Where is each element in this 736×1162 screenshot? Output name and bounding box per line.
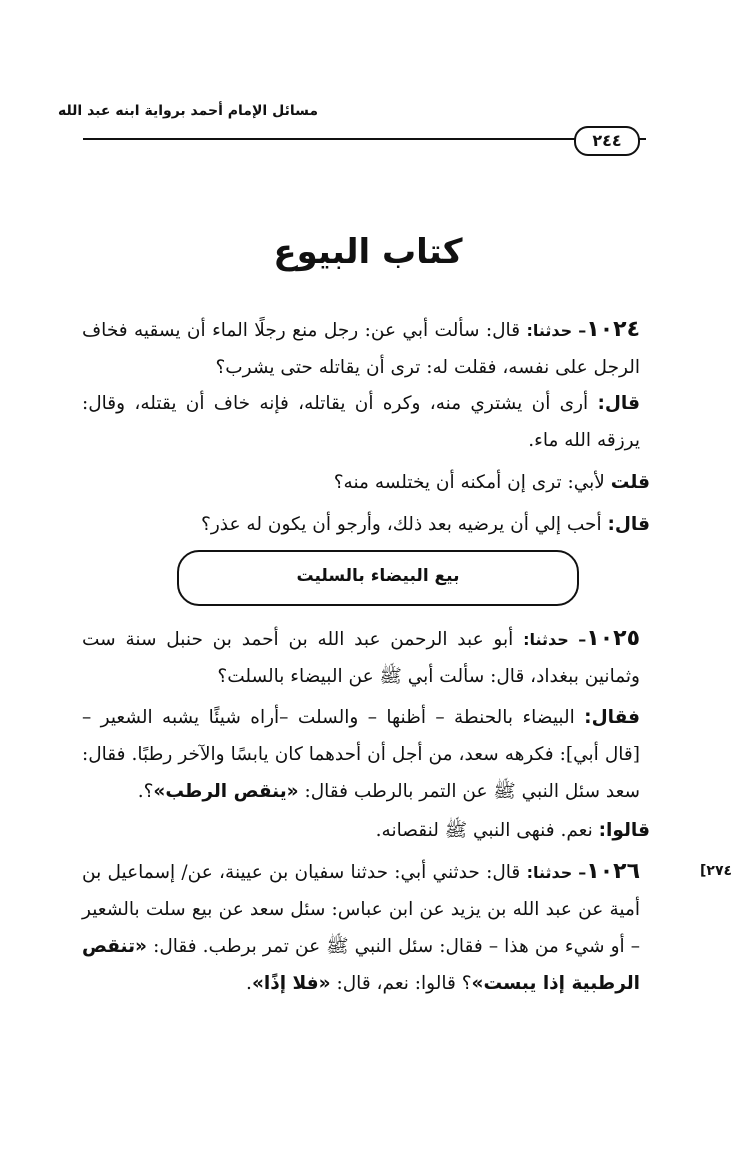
entry-number: ١٠٢٥	[586, 626, 640, 651]
entry-text-end: .	[246, 973, 252, 994]
question-lead: قلت	[610, 472, 650, 493]
hadith-quote: «فلا إذًا»	[251, 973, 331, 994]
entry-text: قال: سألت أبي عن: رجل منع رجلًا الماء أن يسقيه فخاف الرجل على نفسه، فقلت له: ترى أن يقاتله حتى يشرب؟	[82, 320, 640, 378]
answer-lead: قال:	[597, 393, 640, 414]
section-heading: بيع البيضاء بالسليت	[296, 566, 460, 586]
page-number: ٢٤٤	[574, 126, 640, 156]
hadith-quote: «تنقص الرطبية إذا يبست»	[82, 936, 640, 994]
answer-lead: فقال:	[584, 707, 640, 728]
question-text: لأبي: ترى إن أمكنه أن يختلسه منه؟	[333, 472, 611, 493]
answer-text: أحب إلي أن يرضيه بعد ذلك، وأرجو أن يكون له عذر؟	[201, 514, 608, 535]
entry-text: أبو عبد الرحمن عبد الله بن أحمد بن حنبل سنة ست وثمانين ببغداد، قال: سألت أبي ﷺ عن البيضاء بالسلت؟	[82, 629, 640, 687]
entry-lead: – حدثنا:	[523, 630, 587, 649]
paragraph-1024-question-2	[82, 464, 650, 501]
answer-text: أرى أن يشتري منه، وكره أن يقاتله، فإنه خاف أن يقتله، وقال: يرزقه الله ماء.	[82, 393, 640, 451]
section-heading-box	[177, 550, 579, 606]
answer-text: البيضاء بالحنطة – أظنها – والسلت –أراه شيئًا يشبه الشعير – [قال أبي]: فكرهه سعد، من أجل أن أحدهما كان يابسًا والآخر رطبًا. فقال: سعد سئل النبي ﷺ عن التمر بالرطب فقال:	[82, 707, 640, 802]
hadith-quote: «ينقص الرطب»	[153, 781, 299, 802]
entry-number: ١٠٢٦	[586, 859, 640, 884]
entry-text: قال: حدثني أبي: حدثنا سفيان بن عيينة، عن/ إسماعيل بن أمية عن عبد الله بن يزيد عن ابن عباس: سئل سعد عن بيع سلت بالشعير – أو شيء من هذا – فقال: سئل النبي ﷺ عن تمر برطب. فقال:	[82, 862, 640, 957]
paragraph-1024-answer	[82, 385, 640, 459]
entry-lead: – حدثنا:	[526, 863, 587, 882]
answer-text: نعم. فنهى النبي ﷺ لنقصانه.	[375, 820, 599, 841]
paragraph-1024	[82, 311, 640, 386]
entry-text-mid: ؟ قالوا: نعم، قال:	[330, 973, 472, 994]
paragraph-1025	[82, 620, 640, 695]
answer-lead: قالوا:	[598, 820, 650, 841]
manuscript-folio-note: [٢٧٤	[700, 863, 733, 879]
answer-lead: قال:	[607, 514, 650, 535]
entry-lead: – حدثنا:	[526, 321, 587, 340]
paragraph-1025-answer-2	[82, 812, 650, 849]
answer-text-end: ؟.	[137, 781, 154, 802]
chapter-title: كتاب البيوع	[273, 232, 463, 272]
paragraph-1026	[82, 853, 640, 1002]
running-header-title: مسائل الإمام أحمد برواية ابنه عبد الله	[57, 103, 318, 119]
paragraph-1025-answer	[82, 699, 640, 810]
header-rule	[83, 138, 646, 140]
entry-number: ١٠٢٤	[586, 317, 640, 342]
paragraph-1024-answer-2	[82, 506, 650, 543]
